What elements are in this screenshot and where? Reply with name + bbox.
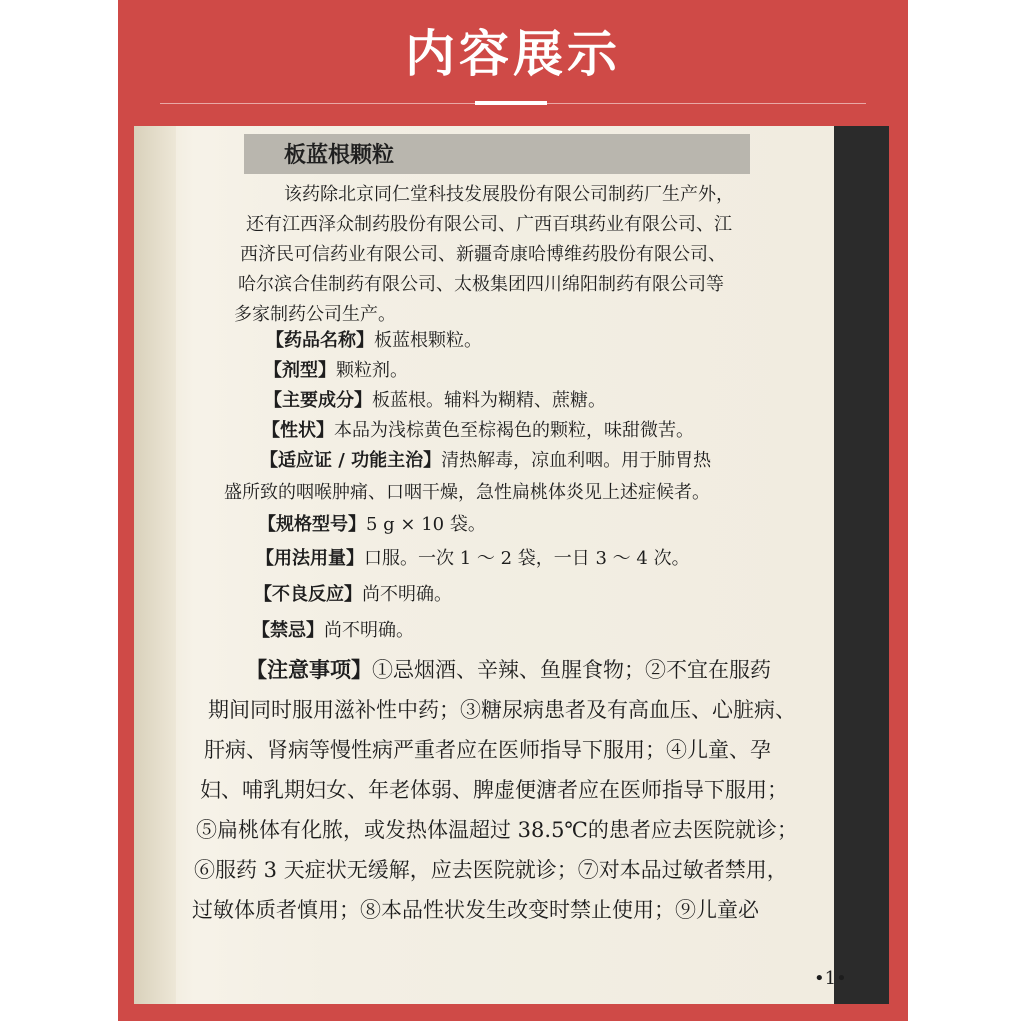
field-form — [264, 362, 408, 380]
field-label: 【剂型】 — [264, 360, 336, 381]
field-value: 清热解毒，凉血利咽。用于肺胃热 — [441, 450, 712, 471]
field-name — [266, 332, 482, 350]
page-edge — [134, 126, 176, 1004]
field-label: 【适应证 / 功能主治】 — [260, 450, 442, 471]
field-value: 5 g × 10 袋。 — [366, 514, 486, 535]
field-label: 【主要成分】 — [264, 390, 372, 411]
field-usage — [256, 550, 690, 568]
field-indication-cont: 盛所致的咽喉肿痛、口咽干燥，急性扁桃体炎见上述症候者。 — [224, 482, 710, 503]
field-label: 【不良反应】 — [254, 584, 362, 605]
field-value: ①忌烟酒、辛辣、鱼腥食物；②不宜在服药 — [372, 658, 771, 682]
field-label: 【注意事项】 — [246, 658, 372, 682]
banner-divider-accent — [475, 101, 547, 105]
page-number: •1• — [814, 968, 847, 989]
notes-line: ⑥服药 3 天症状无缓解，应去医院就诊；⑦对本品过敏者禁用， — [194, 858, 788, 882]
notes-line: 妇、哺乳期妇女、年老体弱、脾虚便溏者应在医师指导下服用； — [200, 778, 788, 802]
notes-line: 肝病、肾病等慢性病严重者应在医师指导下服用；④儿童、孕 — [204, 738, 771, 762]
intro-line: 还有江西泽众制药股份有限公司、广西百琪药业有限公司、江 — [246, 214, 732, 235]
book-page — [134, 126, 847, 1004]
notes-line: 期间同时服用滋补性中药；③糖尿病患者及有高血压、心脏病、 — [208, 698, 796, 722]
field-value: 尚不明确。 — [362, 584, 452, 605]
field-label: 【规格型号】 — [258, 514, 366, 535]
field-adverse — [254, 586, 452, 604]
intro-line: 哈尔滨合佳制药有限公司、太极集团四川绵阳制药有限公司等 — [238, 274, 724, 295]
field-value: 本品为浅棕黄色至棕褐色的颗粒，味甜微苦。 — [334, 420, 694, 441]
field-value: 尚不明确。 — [324, 620, 414, 641]
field-notes — [246, 660, 771, 681]
field-label: 【禁忌】 — [252, 620, 324, 641]
intro-line: 西济民可信药业有限公司、新疆奇康哈博维药股份有限公司、 — [240, 244, 726, 265]
intro-line: 多家制药公司生产。 — [234, 304, 396, 325]
notes-line: 过敏体质者慎用；⑧本品性状发生改变时禁止使用；⑨儿童必 — [192, 898, 759, 922]
field-label: 【药品名称】 — [266, 330, 374, 351]
field-value: 板蓝根。辅料为糊精、蔗糖。 — [372, 390, 606, 411]
notes-line: ⑤扁桃体有化脓，或发热体温超过 38.5℃的患者应去医院就诊； — [196, 818, 798, 842]
field-spec — [258, 516, 486, 534]
drug-heading: 板蓝根颗粒 — [284, 142, 395, 168]
field-label: 【用法用量】 — [256, 548, 364, 569]
field-ingredients — [264, 392, 606, 410]
intro-line: 该药除北京同仁堂科技发展股份有限公司制药厂生产外， — [284, 184, 734, 205]
field-label: 【性状】 — [262, 420, 334, 441]
field-value: 颗粒剂。 — [336, 360, 408, 381]
field-value: 板蓝根颗粒。 — [374, 330, 482, 351]
field-indication — [260, 452, 711, 470]
field-value: 口服。一次 1 ～ 2 袋，一日 3 ～ 4 次。 — [364, 548, 690, 569]
field-appearance — [262, 422, 694, 440]
book-photo — [134, 126, 889, 1004]
banner-title: 内容展示 — [405, 25, 621, 83]
field-contra — [252, 622, 414, 640]
